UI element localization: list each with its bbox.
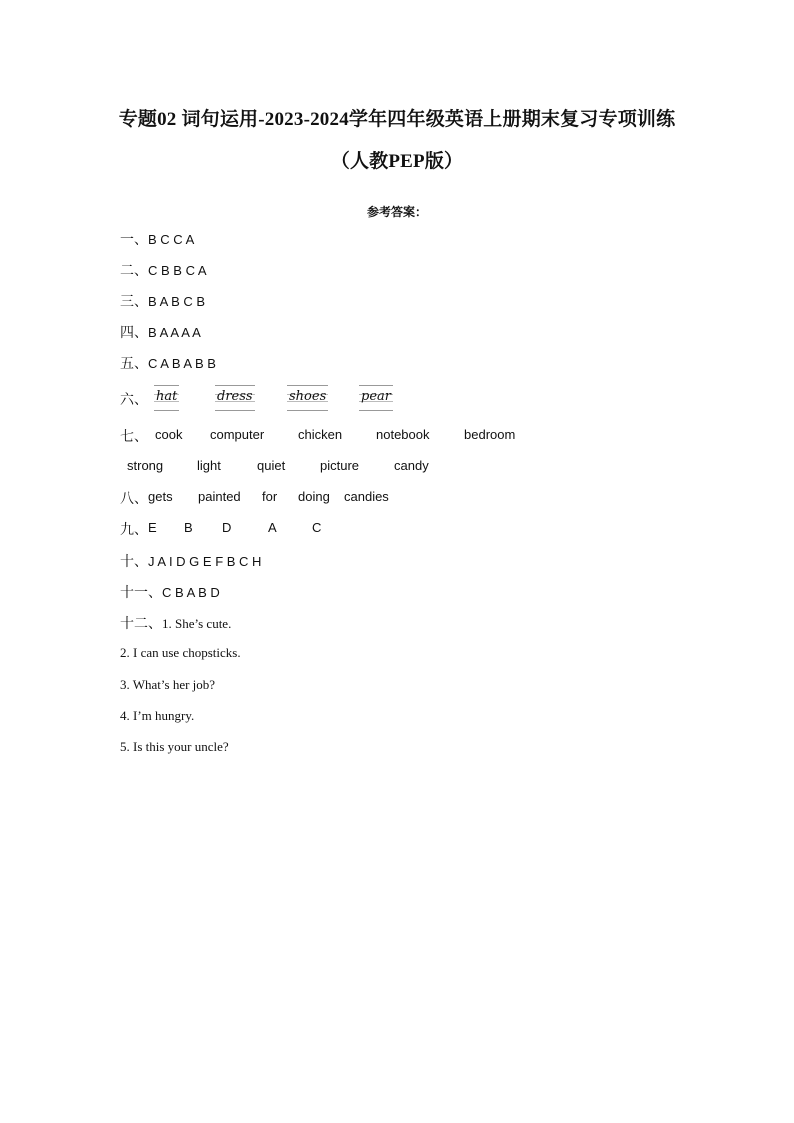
section-label: 六、	[120, 393, 148, 408]
answer-text: C B A B D	[162, 585, 220, 600]
section-label: 二、	[120, 264, 148, 279]
answer-key-heading: 参考答案：	[366, 205, 427, 219]
answer-letter: E	[148, 520, 157, 535]
answer-row-9	[120, 519, 148, 539]
section-label: 十一、	[120, 586, 162, 601]
answer-letter: D	[222, 520, 232, 535]
answer-row-11	[120, 582, 220, 602]
answer-text: B A B C B	[148, 294, 206, 309]
answer-text: C A B A B B	[148, 356, 216, 371]
section-label: 一、	[120, 233, 148, 248]
answer-text: J A I D G E F B C H	[148, 554, 262, 569]
answer-text: B C C A	[148, 232, 195, 247]
answer-sentence: 4. I’m hungry.	[120, 708, 195, 723]
answer-word: for	[262, 489, 278, 504]
answer-row-5	[120, 353, 216, 373]
answer-word: chicken	[298, 427, 343, 442]
handwriting-word: hat	[154, 385, 179, 411]
answer-word: picture	[320, 458, 360, 473]
answer-sentence: 2. I can use chopsticks.	[120, 645, 241, 660]
section-label: 五、	[120, 357, 148, 372]
handwriting-word: dress	[215, 385, 255, 411]
answer-sentence: 3. What’s her job?	[120, 677, 216, 692]
answer-letter: B	[184, 520, 193, 535]
section-label: 十二、	[120, 617, 162, 632]
page-title-edition: （人教PEP版）	[330, 151, 464, 172]
answer-row-7	[120, 426, 148, 446]
answer-word: candy	[394, 458, 429, 473]
page-title: 专题02 词句运用-2023-2024学年四年级英语上册期末复习专项训练	[118, 109, 676, 130]
section-label: 九、	[120, 523, 148, 538]
answer-word: strong	[127, 458, 164, 473]
answer-word: computer	[210, 427, 265, 442]
answer-sentence: 5. Is this your uncle?	[120, 739, 229, 754]
answer-sentence: 1. She’s cute.	[162, 616, 232, 631]
answer-word: light	[197, 458, 221, 473]
answer-word: painted	[198, 489, 241, 504]
answer-row-6	[120, 389, 148, 409]
answer-word: candies	[344, 489, 389, 504]
handwriting-word: shoes	[287, 385, 328, 411]
handwriting-word: pear	[359, 385, 393, 411]
answer-row-10	[120, 551, 261, 571]
answer-word: gets	[148, 489, 173, 504]
answer-text: C B B C A	[148, 263, 207, 278]
answer-text: B A A A A	[148, 325, 201, 340]
answer-letter: A	[268, 520, 277, 535]
answer-row-12	[120, 613, 231, 633]
answer-letter: C	[312, 520, 322, 535]
answer-row-3	[120, 291, 205, 311]
section-label: 三、	[120, 295, 148, 310]
answer-row-8	[120, 488, 148, 508]
answer-row-2	[120, 260, 207, 280]
answer-word: notebook	[376, 427, 430, 442]
section-label: 十、	[120, 555, 148, 570]
answer-word: quiet	[257, 458, 286, 473]
section-label: 八、	[120, 492, 148, 507]
section-label: 七、	[120, 430, 148, 445]
answer-word: bedroom	[464, 427, 516, 442]
answer-word: doing	[298, 489, 330, 504]
section-label: 四、	[120, 326, 148, 341]
answer-row-1	[120, 229, 194, 249]
answer-word: cook	[155, 427, 183, 442]
answer-row-4	[120, 322, 201, 342]
